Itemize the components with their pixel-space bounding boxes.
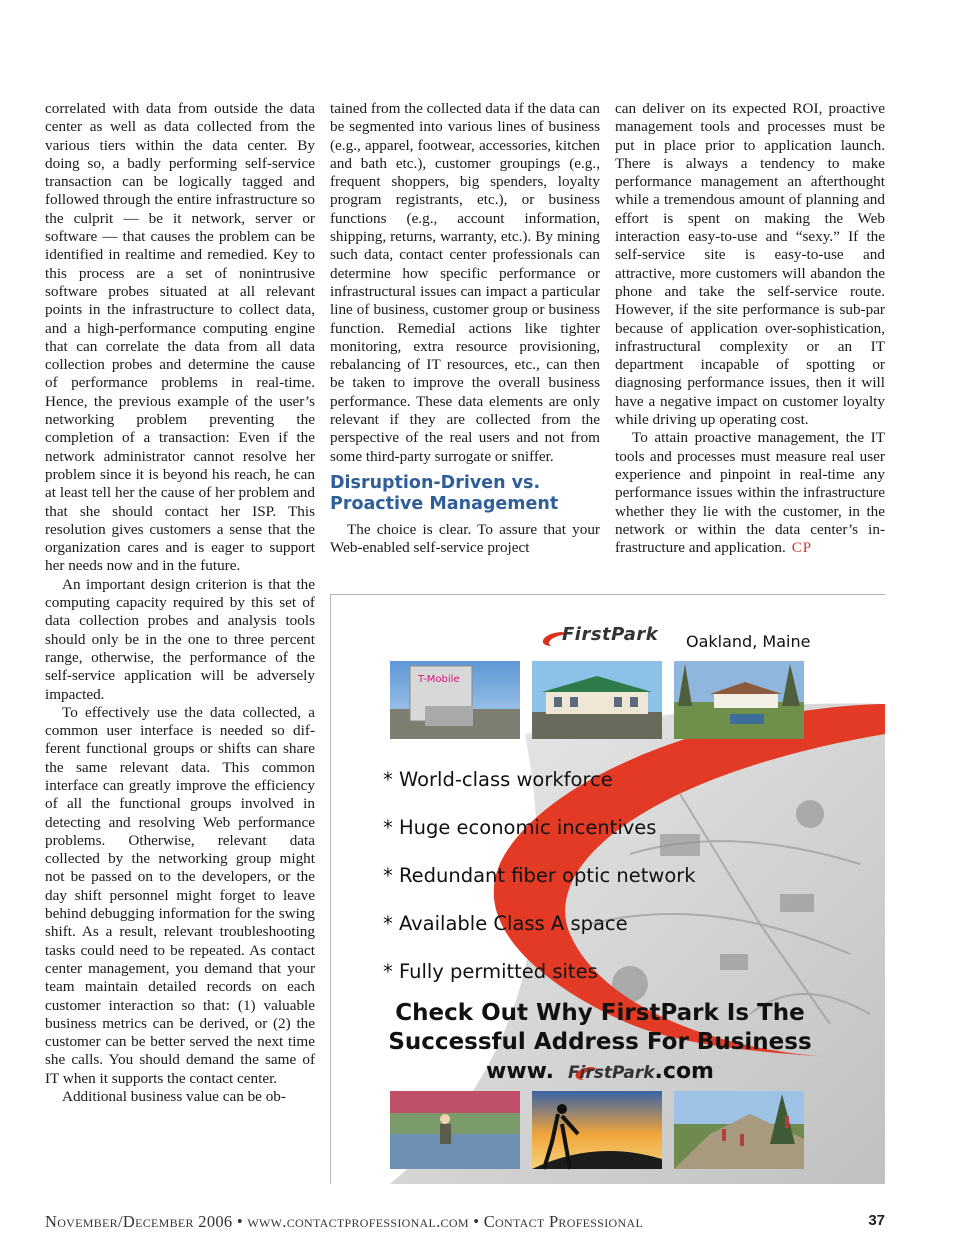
paragraph: Additional business value can be ob- xyxy=(62,1088,286,1106)
paragraph: correlated with data from outside the data center as well as data collected from the various tiers within the data center. By doing so, a badly performing self-service transaction can be logically tagged and followed through the entire infrastructure so the culprit — be it network, server or software — that causes the problem can be identified in realtime and remedied. Key to this process are a set of nonintrusive software probes situated at all relevant points in the infrastructure to collect data, and a high-performance computing engine that can correlate the data from all data collection probes and determine the cause of performance problems in real-time. Hence, the previous example of the user’s networking problem preventing the completion of a transaction: Even if the network administrator cannot resolve her problem since it is beyond his reach, he can at least tell her the cause of her problem and that she should contact her ISP. This resolution gives customers a sense that the organization cares and is eager to support her needs now and in the future. xyxy=(45,100,315,575)
end-of-article-mark: CP xyxy=(791,540,813,557)
paragraph: An important design criterion is that the computing capacity required by this set of data collection probes and analysis tools should only be in the one to three percent range, otherwise, the performance of the self-service application will be adversely impacted. xyxy=(45,575,315,703)
section-subheading: Disruption-Driven vs. Proactive Management xyxy=(330,472,559,515)
article-column-2 xyxy=(330,100,600,558)
firstpark-advertisement xyxy=(330,594,885,1184)
ad-headline-line-2: Successful Address For Business xyxy=(388,1029,812,1055)
photo-campus-building xyxy=(674,661,804,739)
feature-item: * Redundant fiber optic network xyxy=(383,864,696,887)
photo-office-building xyxy=(532,661,662,739)
paragraph: To effectively use the data collected, a common user interface is needed so different functional groups or shifts can share the same relevant data. This common interface can greatly improve the efficiency of all the functional groups involved in detecting and resolving Web performance problems. Otherwise, relevant data collected by the networking group might not be passed on to the developers, or the day shift personnel might forget to leave behind debugging information for the swing shift. As a result, relevant troubleshooting tasks could need to be repeated. As contact center management, you demand that your team maintain detailed records on each customer interaction so that: (1) valuable business metrics can be derived, or (2) the customer can be better served the next time she calls. You should demand the same of IT when it supports the contact center. xyxy=(45,703,315,1087)
feature-item: * Available Class A space xyxy=(383,912,628,935)
feature-item: * Huge economic incentives xyxy=(383,816,657,839)
page-number: 37 xyxy=(868,1212,885,1229)
paragraph: To attain proactive management, the IT tools and processes must measure real user experience and pinpoint in real-time any performance issues within the infrastructure whether they lie with the customer, in the network or within the data center’s infrastructure and application. CP xyxy=(615,429,885,557)
ad-url: www. FirstPark.com xyxy=(486,1059,714,1084)
ad-headline-line-1: Check Out Why FirstPark Is The xyxy=(395,1000,805,1026)
paragraph: The choice is clear. To assure that your Web-enabled self-service project xyxy=(330,520,600,557)
article-column-3 xyxy=(615,100,885,557)
ad-location: Oakland, Maine xyxy=(686,632,811,651)
paragraph: tained from the collected data if the data can be segmented into various lines of business (e.g., apparel, footwear, accessories, kitchen and bath etc.), customer groupings (e.g., frequent shoppers, big spenders, loyalty program registrants, etc.), or business functions (e.g., account information, shipping, returns, warranty, etc.). By mining such data, contact center professionals can determine how specific performance or infrastructural issues can impact a particular line of business, customer group or business function. Remedial actions like tighter monitoring, extra resource provisioning, rebalancing of IT resources, etc., can then be taken to improve the overall business performance. These data elements are only relevant if they are collected from the perspective of the real users and not from some third-party surrogate or sniffer. xyxy=(330,100,600,465)
feature-item: * Fully permitted sites xyxy=(383,960,598,983)
photo-hikers-trail xyxy=(674,1091,804,1169)
page-footer xyxy=(45,1210,885,1234)
article-column-1 xyxy=(45,100,315,1106)
firstpark-logo-text: FirstPark xyxy=(562,624,659,645)
ad-artwork xyxy=(330,594,885,1184)
footer-issue-line: November/December 2006 • www.contactprofessional.com • Contact Professional xyxy=(45,1212,644,1231)
photo-fly-fishing xyxy=(390,1091,520,1169)
photo-tmobile-building xyxy=(390,661,520,739)
paragraph: can deliver on its expected ROI, proactive management tools and processes must be put in place prior to application launch. There is always a tendency to make performance management an afterthought while a tremendous amount of planning and effort is spent on making the Web interaction easy-to-use and “sexy.” If the self-service site is easy-to-use and attractive, more customers will abandon the phone and take the self-service route. However, if the site performance is sub-par because of application over-sophistication, infrastructural complexity or an IT department incapable of spotting or diagnosing performance issues, then it will have a negative impact on customer loyalty while driving up operating cost. xyxy=(615,100,885,429)
svg-text:T-Mobile: T-Mobile xyxy=(418,674,460,685)
feature-item: * World-class workforce xyxy=(383,768,613,791)
photo-hiker-sunset xyxy=(532,1091,662,1169)
